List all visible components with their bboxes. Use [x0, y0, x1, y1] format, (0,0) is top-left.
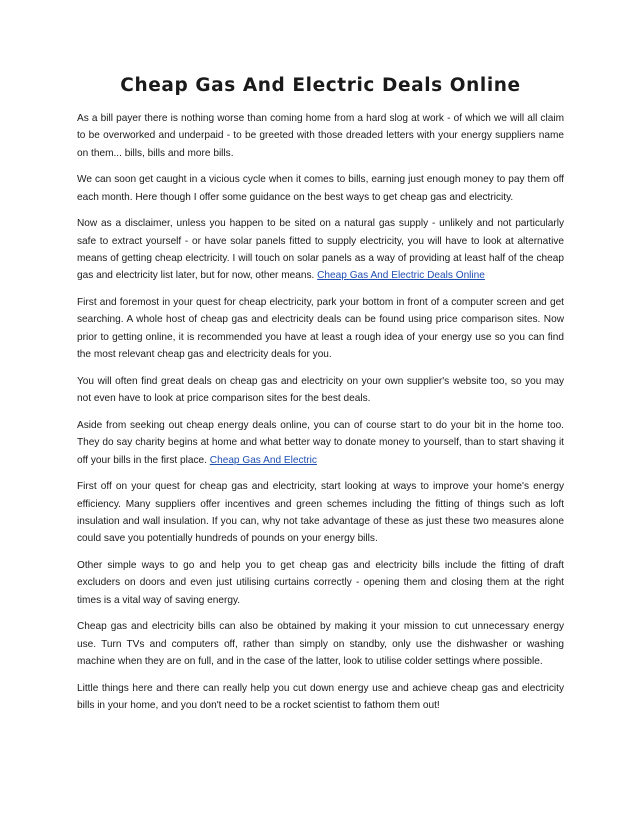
paragraph-text: First off on your quest for cheap gas and electricity, start looking at ways to improve your home's energy efficiency. Many suppliers offer incentives and green schemes including the fitting of things such as loft insulation and wall insulation. If you can, why not take advantage of these as just these two measures alone could save you potentially hundreds of pounds on your energy bills. [77, 481, 564, 545]
cheap-gas-electric-deals-online-link[interactable]: Cheap Gas And Electric Deals Online [317, 270, 485, 282]
paragraph-text: You will often find great deals on cheap gas and electricity on your own supplier's website too, so you may not even have to look at price comparison sites for the best deals. [77, 375, 564, 405]
paragraph-9 [77, 618, 564, 670]
paragraph-7 [77, 478, 564, 547]
paragraph-8 [77, 557, 564, 609]
paragraph-text: First and foremost in your quest for cheap electricity, park your bottom in front of a computer screen and get searching. A whole host of cheap gas and electricity deals can be found using price comparison sites. Now prior to getting online, it is recommended you have at least a rough idea of your energy use so you can find the most relevant cheap gas and electricity deals for you. [77, 297, 564, 361]
paragraph-4 [77, 294, 564, 363]
paragraph-1 [77, 110, 564, 162]
paragraph-5 [77, 373, 564, 408]
paragraph-text: We can soon get caught in a vicious cycle when it comes to bills, earning just enough money to pay them off each month. Here though I offer some guidance on the best ways to get cheap gas and electricity. [77, 174, 564, 203]
paragraph-text: Other simple ways to go and help you to get cheap gas and electricity bills include the fitting of draft excluders on doors and even just utilising curtains correctly - opening them and closing them at the right times is a vital way of saving energy. [77, 560, 564, 606]
paragraph-text: Little things here and there can really help you cut down energy use and achieve cheap gas and electricity bills in your home, and you don't need to be a rocket scientist to fathom them out! [77, 682, 564, 712]
paragraph-text: As a bill payer there is nothing worse than coming home from a hard slog at work - of which we will all claim to be overworked and underpaid - to be greeted with those dreaded letters with your energy suppliers name on them... bills, bills and more bills. [77, 113, 564, 159]
document-title: Cheap Gas And Electric Deals Online [120, 75, 521, 96]
cheap-gas-electric-link[interactable]: Cheap Gas And Electric [209, 454, 317, 466]
paragraph-6 [77, 417, 564, 469]
paragraph-3 [77, 215, 564, 284]
paragraph-2 [77, 171, 564, 206]
paragraph-10 [77, 680, 564, 715]
paragraph-text: Cheap gas and electricity bills can also be obtained by making it your mission to cut unnecessary energy use. Turn TVs and computers off, rather than simply on standby, only use the dishwasher or washing machine when they are on full, and in the case of the latter, look to utilise colder settings where possible. [77, 621, 564, 668]
paragraph-text: Aside from seeking out cheap energy deals online, you can of course start to do your bit in the home too. They do say charity begins at home and what better way to donate money to yourself, than to start shaving it off your bills in the first place. [77, 419, 564, 466]
paragraph-text: Now as a disclaimer, unless you happen to be sited on a natural gas supply - unlikely and not particularly safe to extract yourself - or have solar panels fitted to supply electricity, you will have to look at alternative means of getting cheap electricity. I will touch on solar panels as a way of providing at least half of the cheap gas and electricity list later, but for now, other means. [77, 218, 564, 282]
